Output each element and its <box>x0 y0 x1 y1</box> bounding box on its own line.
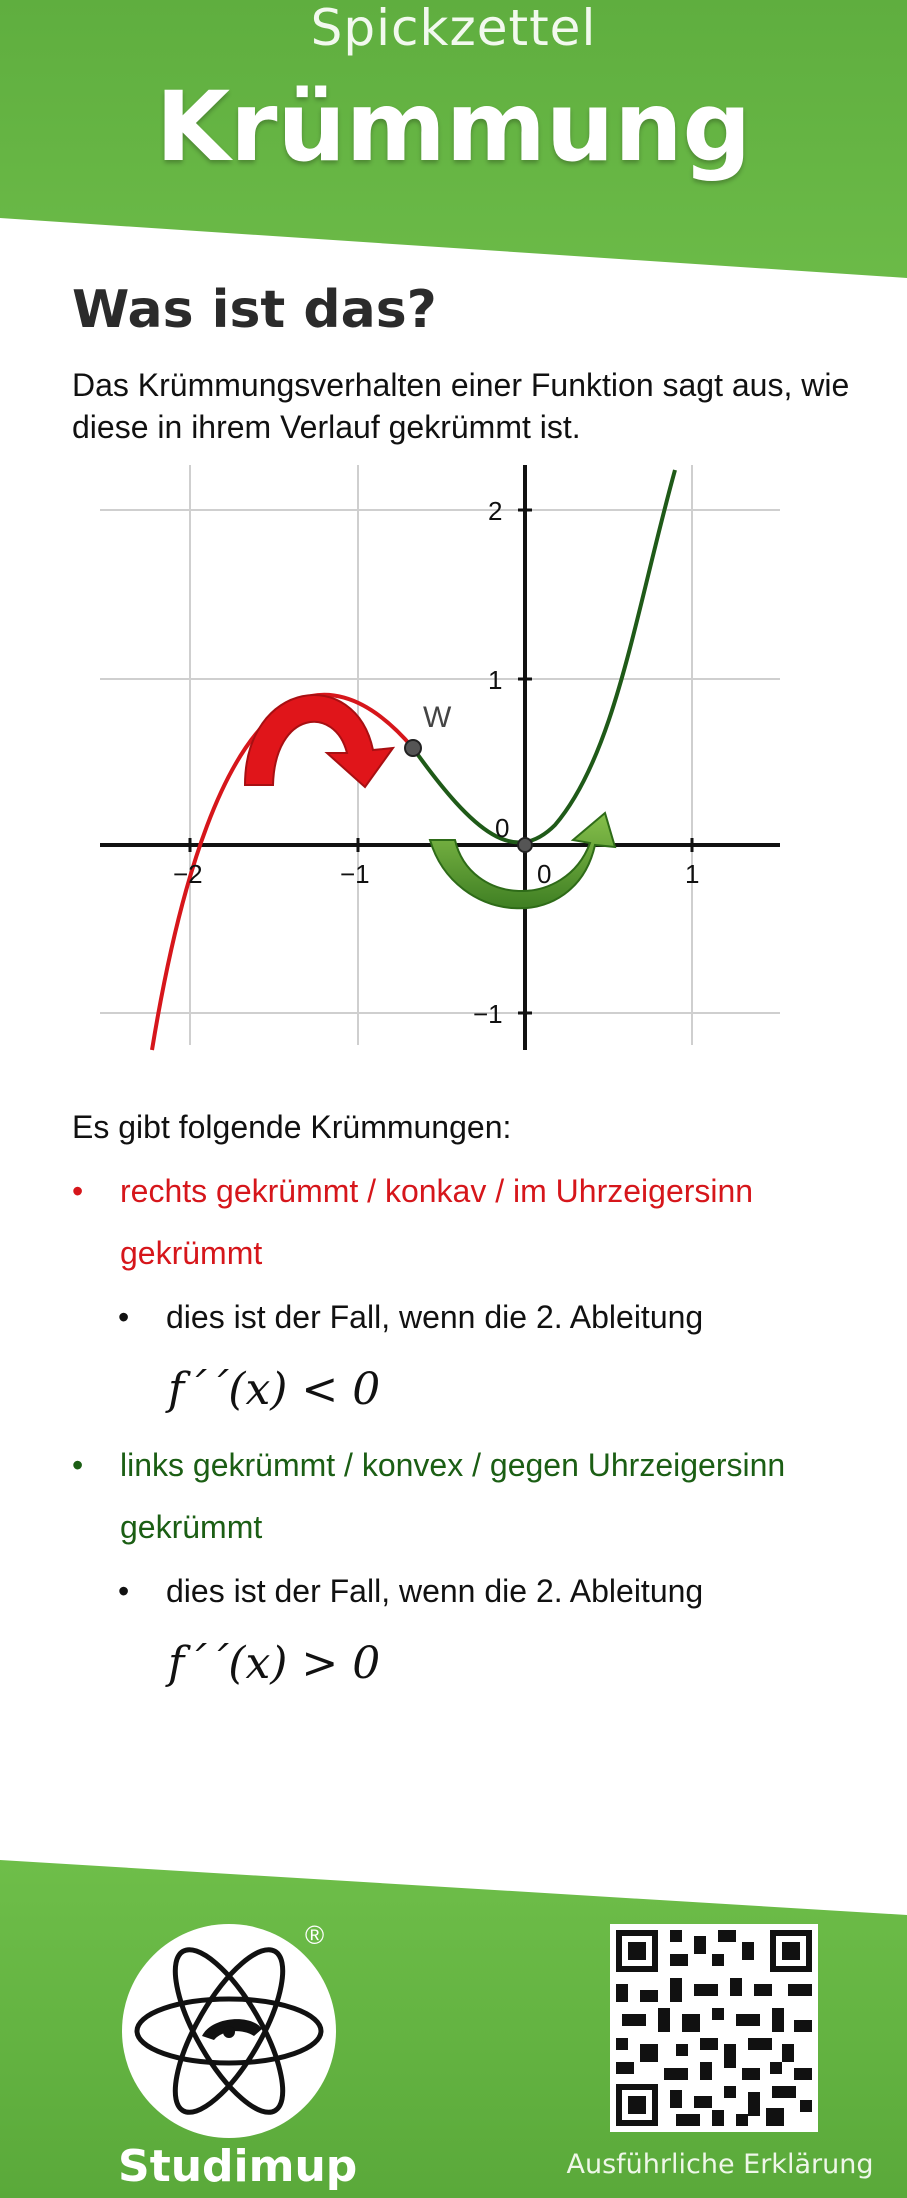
inflection-point <box>405 740 421 756</box>
x-tick-label: 0 <box>537 859 552 889</box>
formula-convex: f´´(x) > 0 <box>168 1638 381 1689</box>
atom-logo-icon <box>122 1924 336 2138</box>
sub-item-concave <box>118 1296 703 1338</box>
qr-caption[interactable]: Ausführliche Erklärung <box>566 2149 874 2180</box>
sub-item-convex <box>118 1570 703 1612</box>
y-tick-label: −1 <box>473 999 503 1029</box>
x-tick-label: −2 <box>173 859 203 889</box>
bullet-dot: • <box>118 1573 130 1609</box>
x-tick-label: 1 <box>685 859 700 889</box>
sub-item-text: dies ist der Fall, wenn die 2. Ableitung <box>166 1573 704 1609</box>
header-subtitle: Spickzettel <box>310 0 597 57</box>
page-title: Krümmung <box>155 71 752 183</box>
x-tick-label: −1 <box>340 859 370 889</box>
y-tick-label: 1 <box>488 665 503 695</box>
convex-curve <box>413 470 675 842</box>
bullet-dot: • <box>118 1299 130 1335</box>
inflection-label: W <box>423 701 452 734</box>
convex-arrow-icon <box>430 813 615 908</box>
y-tick-label: 0 <box>495 813 510 843</box>
registered-mark: ® <box>305 1920 325 1950</box>
list-intro: Es gibt folgende Krümmungen: <box>72 1109 512 1145</box>
grid-lines <box>100 465 780 1045</box>
formula-concave: f´´(x) < 0 <box>168 1364 381 1415</box>
axes <box>100 465 780 1050</box>
list-item-label: rechts gekrümmt / konkav / im Uhrzeigersinn gekrümmt <box>120 1173 754 1271</box>
section-heading: Was ist das? <box>72 280 437 340</box>
sub-item-text: dies ist der Fall, wenn die 2. Ableitung <box>166 1299 704 1335</box>
list-item-label: links gekrümmt / konvex / gegen Uhrzeigersinn gekrümmt <box>120 1447 786 1545</box>
brand-name: Studimup <box>118 2141 358 2192</box>
intro-text: Das Krümmungsverhalten einer Funktion sagt aus, wie diese in ihrem Verlauf gekrümmt ist. <box>72 367 850 445</box>
qr-code-icon[interactable] <box>616 1930 812 2126</box>
y-tick-label: 2 <box>488 496 503 526</box>
list-item-convex <box>72 1434 872 1558</box>
bullet-dot: • <box>72 1173 84 1209</box>
curvature-graph <box>95 465 785 1055</box>
list-item-concave <box>72 1160 872 1284</box>
origin-point <box>518 838 532 852</box>
bullet-dot: • <box>72 1447 84 1483</box>
